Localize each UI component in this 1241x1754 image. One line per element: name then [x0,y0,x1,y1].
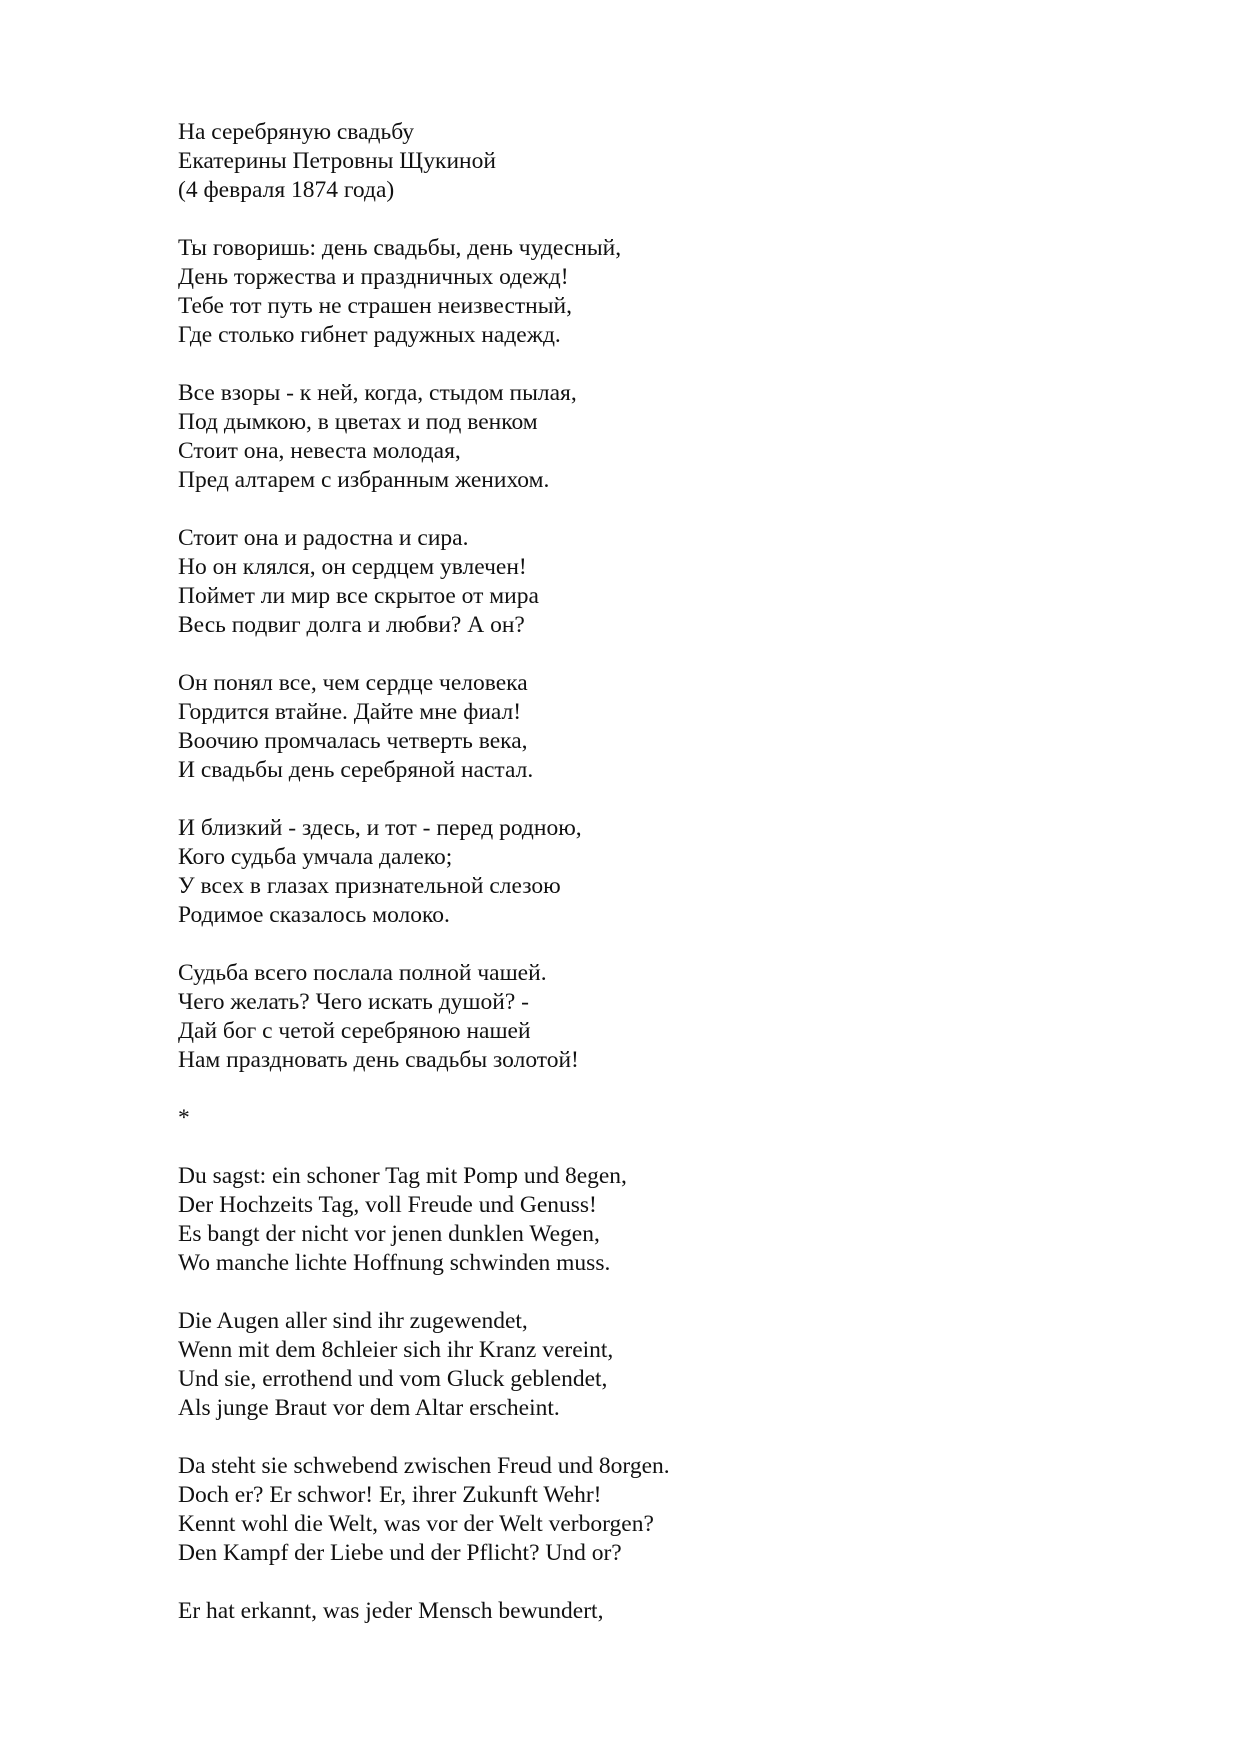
russian-stanza-1 [178,234,1078,350]
poem-line: Судьба всего послала полной чашей. [178,960,547,986]
german-stanza-1 [178,1162,1078,1278]
poem-line: Wo manche lichte Hoffnung schwinden muss. [178,1250,611,1276]
poem-line: Где столько гибнет радужных надежд. [178,322,561,348]
poem-line: Пред алтарем с избранным женихом. [178,467,550,493]
poem-line: Er hat erkannt, was jeder Mensch bewundert, [178,1598,604,1624]
poem-line: Но он клялся, он сердцем увлечен! [178,554,527,580]
poem-line: У всех в глазах признательной слезою [178,873,561,899]
poem-line: Da steht sie schwebend zwischen Freud und 8orgen. [178,1453,670,1479]
poem-line: Под дымкою, в цветах и под венком [178,409,538,435]
poem-line: Весь подвиг долга и любви? А он? [178,612,525,638]
poem-line: Kennt wohl die Welt, was vor der Welt verborgen? [178,1511,654,1537]
poem-line: Стоит она и радостна и сира. [178,525,469,551]
poem-line: Der Hochzeits Tag, voll Freude und Genuss! [178,1192,597,1218]
russian-stanza-4 [178,669,1078,785]
russian-stanza-6 [178,959,1078,1075]
poem-line: Нам праздновать день свадьбы золотой! [178,1047,579,1073]
poem-title-line: Екатерины Петровны Щукиной [178,148,496,174]
poem-line: Und sie, errothend und vom Gluck geblendet, [178,1366,608,1392]
poem-line: Du sagst: ein schoner Tag mit Pomp und 8egen, [178,1163,627,1189]
poem-line: Ты говоришь: день свадьбы, день чудесный, [178,235,622,261]
poem-line: Die Augen aller sind ihr zugewendet, [178,1308,528,1334]
poem-line: Воочию промчалась четверть века, [178,728,528,754]
poem-line: Гордится втайне. Дайте мне фиал! [178,699,522,725]
poem-line: Дай бог с четой серебряною нашей [178,1018,531,1044]
poem-text-block [178,118,1078,1655]
poem-line: Поймет ли мир все скрытое от мира [178,583,539,609]
poem-title-line: (4 февраля 1874 года) [178,177,395,203]
poem-title-line: На серебряную свадьбу [178,119,415,145]
russian-stanza-2 [178,379,1078,495]
poem-line: Doch er? Er schwor! Er, ihrer Zukunft Wehr! [178,1482,602,1508]
poem-line: Als junge Braut vor dem Altar erscheint. [178,1395,560,1421]
german-stanza-2 [178,1307,1078,1423]
german-stanza-4 [178,1597,1078,1626]
poem-line: И близкий - здесь, и тот - перед родною, [178,815,582,841]
poem-line: День торжества и праздничных одежд! [178,264,569,290]
russian-stanza-3 [178,524,1078,640]
poem-line: Все взоры - к ней, когда, стыдом пылая, [178,380,577,406]
section-separator: * [178,1105,190,1131]
poem-line: Стоит она, невеста молодая, [178,438,461,464]
poem-line: И свадьбы день серебряной настал. [178,757,534,783]
poem-line: Чего желать? Чего искать душой? - [178,989,529,1015]
german-stanza-3 [178,1452,1078,1568]
poem-line: Wenn mit dem 8chleier sich ihr Kranz vereint, [178,1337,614,1363]
poem-line: Den Kampf der Liebe und der Pflicht? Und or? [178,1540,622,1566]
poem-line: Кого судьба умчала далеко; [178,844,453,870]
poem-line: Es bangt der nicht vor jenen dunklen Wegen, [178,1221,600,1247]
russian-stanza-5 [178,814,1078,930]
poem-line: Он понял все, чем сердце человека [178,670,528,696]
poem-title-block [178,118,1078,205]
poem-line: Родимое сказалось молоко. [178,902,450,928]
poem-line: Тебе тот путь не страшен неизвестный, [178,293,572,319]
